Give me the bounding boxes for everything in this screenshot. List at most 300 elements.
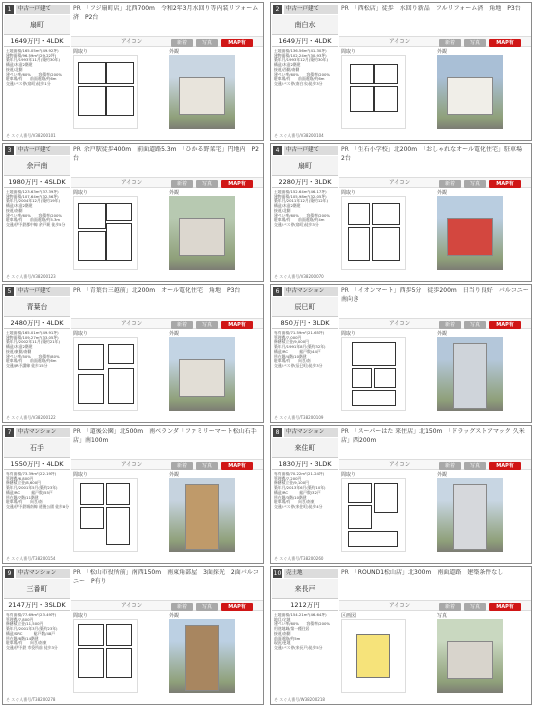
reference-number: そ スぐ人番号/V38200123 (6, 274, 56, 279)
reference-number: そ スぐ人番号/T38200154 (6, 556, 56, 561)
price-layout: 1830万円・3LDK (272, 459, 338, 470)
new-badge[interactable]: 新着 (439, 321, 461, 329)
price-layout: 1980万円・4SLDK (4, 177, 70, 188)
room-block (374, 64, 398, 84)
listing-card[interactable] (2, 284, 264, 423)
map-button[interactable]: MAP有 (489, 39, 521, 47)
property-type: 中古マンション (284, 428, 338, 437)
spec-line: 駐車場/有 前面道路/約4m (274, 217, 325, 223)
pr-text (73, 146, 263, 176)
exterior-label: 外観 (169, 613, 180, 619)
exterior-photo[interactable] (169, 196, 235, 270)
floorplan-image[interactable] (341, 337, 406, 411)
exterior-label: 外観 (169, 331, 180, 337)
building-shape (447, 641, 493, 679)
building-shape (185, 625, 219, 691)
property-type: 中古マンション (16, 428, 70, 437)
icon-label: アイコン (389, 462, 411, 468)
spec-line: 所在階/8階/14階建 (6, 635, 39, 641)
listing-card[interactable] (270, 143, 532, 282)
building-shape (447, 77, 493, 115)
spec-line: 交通/バス停(来住町)徒歩4分 (274, 503, 323, 509)
spec-list (274, 190, 338, 228)
icon-bar (71, 36, 264, 47)
reference-number: そ スぐ人番号/W38200218 (274, 697, 325, 702)
floorplan-label: 間取り (73, 331, 89, 337)
room-block (374, 368, 396, 388)
pr-label: PR (73, 428, 81, 435)
icon-bar (71, 600, 264, 611)
listing-number: 10 (273, 570, 282, 577)
spec-line: 所在階/7階/11階建 (6, 494, 39, 500)
listing-card[interactable] (2, 425, 264, 564)
spec-line: 築年月/2002年11月(築約21年) (6, 339, 60, 345)
area-name: 南白水 (272, 15, 338, 35)
listing-number: 7 (5, 428, 14, 437)
pr-text (73, 5, 263, 35)
reference-number: そ スぐ人番号/V38200070 (274, 274, 324, 279)
map-button[interactable]: MAP有 (221, 39, 253, 47)
floorplan-image[interactable] (341, 478, 406, 552)
exterior-photo[interactable] (169, 55, 235, 129)
listing-number: 1 (5, 5, 14, 14)
spec-line: 建物面積/102.24m²(30.93坪) (274, 52, 327, 58)
spec-line: 駐車場/有 前面道路/約6m (6, 76, 57, 82)
spec-line: 構造/木造2階建 (6, 203, 33, 209)
property-type: 中古マンション (16, 569, 70, 578)
floorplan-label: 間取り (341, 472, 357, 478)
room-block (106, 624, 132, 646)
listing-card[interactable] (270, 425, 532, 564)
building-shape (179, 77, 225, 115)
property-type: 中古マンション (284, 287, 338, 296)
listing-number: 2 (273, 5, 282, 14)
spec-line: 交通/伊予鉄郡中線 余戸駅 徒歩5分 (6, 221, 66, 227)
spec-line: 駐車場/有 向き/南東 (274, 499, 315, 505)
listing-card[interactable] (270, 284, 532, 423)
new-badge[interactable]: 新着 (439, 603, 461, 611)
price-layout: 850万円・3LDK (272, 318, 338, 329)
spec-line: 接道/南側 (6, 207, 23, 213)
room-block (80, 507, 104, 529)
spec-line: 建ぺい率/60% 容積率/200% (274, 621, 331, 627)
spec-line: 専有面積/71.59m²(21.65坪) (274, 331, 325, 335)
map-button[interactable]: MAP有 (489, 321, 521, 329)
pr-label: PR (73, 287, 81, 294)
spec-line: 交通/バス停(辰巳町)徒歩3分 (274, 362, 323, 368)
spec-line: 専有面積/77.69m²(23.49坪) (6, 613, 57, 617)
area-name: 青葉台 (4, 297, 70, 317)
pr-text (341, 287, 531, 317)
pr-label: PR (341, 287, 349, 294)
pr-description: 余戸駅徒歩400m 前面道路5.3m 「ひかる野菜宅」円地内 P2台 (73, 146, 259, 162)
new-badge[interactable]: 新着 (439, 462, 461, 470)
map-button[interactable]: MAP有 (489, 180, 521, 188)
pr-description: 「イオンマート」西歩5分 徒歩200m 日当り良好 バルコニー南向き (341, 287, 529, 303)
spec-line: 土地面積/136.56m²(41.30坪) (274, 49, 327, 53)
area-name: 扇町 (4, 15, 70, 35)
room-block (352, 390, 396, 406)
spec-line: 交通/バス停(扇町)徒歩1分 (6, 80, 51, 86)
spec-line: 構造/木造2階建 (6, 62, 33, 68)
pr-description: 「青葉台三越前」北200m オール電化住宅 角地 P3台 (83, 287, 241, 294)
spec-line: 専有面積/73.39m²(22.19坪) (6, 472, 57, 476)
pr-label: PR (341, 5, 349, 12)
spec-line: 所在階/4階/10階建 (274, 353, 307, 359)
area-name: 石手 (4, 438, 70, 458)
spec-line: 築年月/2004年12月(築約19年) (6, 198, 60, 204)
spec-line: 修繕積立金/11,500円 (6, 621, 44, 627)
building-shape (447, 218, 493, 256)
reference-number: そ スぐ人番号/V38200122 (6, 415, 56, 420)
spec-line: 交通/JR予讃線 徒歩15分 (6, 362, 48, 368)
room-block (348, 531, 398, 547)
spec-line: 築年月/1993年12月(築約30年) (274, 57, 328, 63)
spec-line: 土地面積/154.21m²(46.64坪) (274, 613, 327, 617)
map-button[interactable]: MAP有 (221, 321, 253, 329)
spec-line: 接道/北側 (6, 66, 23, 72)
floorplan-label: 間取り (73, 472, 89, 478)
pr-text (341, 146, 531, 176)
building-shape (453, 484, 487, 550)
icon-label: アイコン (121, 39, 143, 45)
exterior-photo[interactable] (169, 478, 235, 552)
room-block (108, 344, 134, 364)
room-block (106, 483, 130, 505)
spec-line: 地目/宅地 (274, 616, 291, 622)
spec-line: 修繕積立金/9,100円 (274, 480, 309, 486)
listing-card[interactable] (2, 566, 264, 705)
area-name: 辰巳町 (272, 297, 338, 317)
exterior-label: 外観 (437, 331, 448, 337)
room-block (356, 634, 390, 678)
spec-line: 構造/SRC 総戸数/48戸 (6, 630, 56, 636)
spec-line: 建ぺい率/50% 容積率/80% (6, 353, 60, 359)
property-type: 中古一戸建て (284, 146, 338, 155)
icon-bar (339, 318, 532, 329)
pr-description: 「松山市役所前」南西150m 南東角部屋 3面採光 2面バルコニー P有り (73, 569, 259, 585)
floorplan-label: 間取り (73, 190, 89, 196)
spec-line: 管理費/7,200円 (274, 475, 302, 481)
pr-description: 「道後公園」北500m 南ベランダ「ファミリーマート松山石手店」南100m (73, 428, 257, 444)
floorplan-label: 間取り (73, 613, 89, 619)
new-badge[interactable]: 新着 (171, 180, 193, 188)
room-block (78, 86, 106, 116)
listing-card[interactable] (270, 566, 532, 705)
new-badge[interactable]: 新着 (439, 180, 461, 188)
pr-text (73, 569, 263, 599)
spec-line: 土地面積/152.64m²(46.17坪) (274, 190, 327, 194)
pr-label: PR (341, 569, 349, 576)
exterior-label: 外観 (169, 49, 180, 55)
pr-text (73, 428, 263, 458)
room-block (106, 223, 132, 261)
spec-list (274, 331, 338, 369)
spec-line: 建ぺい率/60% 容積率/200% (274, 71, 331, 77)
spec-line: 建ぺい率/60% 容積率/200% (274, 212, 331, 218)
spec-line: 管理費/7,000円 (274, 334, 302, 340)
photo-badge[interactable]: 写真 (464, 39, 486, 47)
room-block (372, 227, 400, 261)
spec-line: 構造/木造2階建 (274, 62, 301, 68)
exterior-photo[interactable] (437, 619, 503, 693)
icon-label: アイコン (121, 180, 143, 186)
floorplan-label: 間取り (341, 331, 357, 337)
exterior-photo[interactable] (437, 478, 503, 552)
spec-line: 土地面積/123.63m²(37.39坪) (6, 190, 59, 194)
spec-line: 前面道路/約5m (274, 635, 301, 641)
new-badge[interactable]: 新着 (171, 321, 193, 329)
room-block (106, 62, 134, 84)
icon-label: アイコン (389, 321, 411, 327)
listing-number: 5 (5, 287, 14, 296)
room-block (372, 203, 400, 225)
exterior-label: 外観 (169, 190, 180, 196)
area-name: 三番町 (4, 579, 70, 599)
area-name: 扇町 (272, 156, 338, 176)
spec-line: 駐車場/有 前面道路/約6m (6, 358, 57, 364)
map-button[interactable]: MAP有 (489, 462, 521, 470)
new-badge[interactable]: 新着 (171, 39, 193, 47)
spec-line: 接道/北側 (274, 207, 291, 213)
property-type: 中古一戸建て (16, 146, 70, 155)
photo-badge[interactable]: 写真 (196, 180, 218, 188)
area-name: 来長戸 (272, 579, 338, 599)
spec-list (274, 613, 338, 651)
reference-number: そ スぐ人番号/T38200260 (274, 556, 324, 561)
icon-bar (339, 459, 532, 470)
room-block (106, 648, 132, 678)
floorplan-label: 間取り (73, 49, 89, 55)
spec-line: 修繕積立金/9,000円 (274, 339, 309, 345)
floorplan-image[interactable] (73, 337, 138, 411)
spec-line: 管理費/7,800円 (6, 616, 34, 622)
price-layout: 1649万円・4LDK (272, 36, 338, 47)
listing-card[interactable] (2, 143, 264, 282)
spec-list (6, 613, 70, 651)
spec-list (274, 472, 338, 510)
exterior-label: 外観 (437, 49, 448, 55)
listing-card[interactable] (270, 2, 532, 141)
icon-label: アイコン (389, 39, 411, 45)
photo-badge[interactable]: 写真 (196, 321, 218, 329)
pr-description: 「生石小学校」北200m 「おしゃれなオール電化住宅」駐車場 2台 (341, 146, 528, 162)
icon-bar (339, 600, 532, 611)
room-block (106, 203, 132, 221)
spec-line: 交通/伊予鉄城南線 道後公園 徒歩8分 (6, 503, 70, 509)
listing-number: 8 (273, 428, 282, 437)
icon-bar (71, 177, 264, 188)
building-shape (179, 359, 225, 397)
floorplan-image[interactable] (73, 478, 138, 552)
room-block (78, 203, 106, 229)
spec-line: 建物面積/107.64m²(32.56坪) (6, 193, 59, 199)
spec-line: 駐車場/有 向き/南 (6, 499, 43, 505)
spec-line: 駐車場/有 前面道路/約6m (274, 76, 325, 82)
spec-line: 交通/バス停(来長戸)徒歩5分 (274, 644, 323, 650)
spec-line: 築年月/2011年12月(築約12年) (274, 198, 328, 204)
floorplan-image[interactable] (341, 619, 406, 693)
map-button[interactable]: MAP有 (221, 180, 253, 188)
spec-line: 土地面積/165.01m²(49.91坪) (6, 331, 59, 335)
spec-line: 築年月/2001年3月(築約23年) (6, 626, 58, 632)
room-block (78, 648, 104, 678)
spec-line: 用途地域/第一種住居 (274, 626, 310, 632)
property-type: 中古一戸建て (16, 287, 70, 296)
spec-line: 建物面積/109.27m²(33.05坪) (6, 334, 59, 340)
spec-line: 構造/RC 総戸数/32戸 (274, 489, 321, 495)
price-layout: 1550万円・4LDK (4, 459, 70, 470)
spec-line: 築年月/1991年8月(築約32年) (274, 344, 326, 350)
listing-number: 4 (273, 146, 282, 155)
property-type: 中古一戸建て (16, 5, 70, 14)
spec-list (274, 49, 338, 87)
exterior-photo[interactable] (437, 55, 503, 129)
icon-label: アイコン (121, 603, 143, 609)
spec-line: 土地面積/165.05m²(49.92坪) (6, 49, 59, 53)
photo-badge[interactable]: 写真 (464, 180, 486, 188)
icon-label: アイコン (121, 321, 143, 327)
reference-number: そ スぐ人番号/V38200101 (6, 133, 56, 138)
listing-grid (2, 2, 532, 705)
room-block (80, 483, 104, 505)
map-button[interactable]: MAP有 (221, 462, 253, 470)
listing-card[interactable] (2, 2, 264, 141)
spec-line: 建物面積/96.59m²(29.22坪) (6, 52, 57, 58)
room-block (352, 368, 372, 388)
spec-line: 構造/RC 総戸数/44戸 (274, 348, 321, 354)
icon-label: アイコン (389, 603, 411, 609)
floorplan-image[interactable] (73, 196, 138, 270)
map-button[interactable]: MAP有 (489, 603, 521, 611)
room-block (78, 62, 106, 84)
room-block (374, 483, 398, 513)
exterior-label: 外観 (437, 190, 448, 196)
room-block (348, 227, 370, 261)
exterior-label: 外観 (437, 472, 448, 478)
room-block (78, 344, 104, 370)
exterior-label: 外観 (169, 472, 180, 478)
spec-line: 構造/RC 総戸数/55戸 (6, 489, 53, 495)
floorplan-image[interactable] (341, 55, 406, 129)
building-shape (185, 484, 219, 550)
room-block (348, 483, 372, 503)
exterior-photo[interactable] (169, 337, 235, 411)
pr-description: 「フジ扇町店」北西700m 令和2年3月水回り等内装リフォーム済 P2台 (73, 5, 259, 21)
floorplan-label: 区画図 (341, 613, 357, 619)
pr-label: PR (341, 146, 349, 153)
spec-line: 駐車場/有 前面道路/約5.3m (6, 217, 61, 223)
photo-badge[interactable]: 写真 (464, 321, 486, 329)
room-block (348, 505, 372, 529)
reference-number: そ スぐ人番号/T38200278 (6, 697, 56, 702)
pr-text (73, 287, 263, 317)
building-shape (453, 343, 487, 409)
map-button[interactable]: MAP有 (221, 603, 253, 611)
room-block (350, 64, 374, 84)
spec-list (6, 49, 70, 87)
spec-line: 築年月/2001年5月(築約23年) (6, 485, 58, 491)
price-layout: 2480万円・4LDK (4, 318, 70, 329)
spec-list (6, 190, 70, 228)
listing-number: 9 (5, 569, 14, 578)
photo-badge[interactable]: 写真 (464, 462, 486, 470)
floorplan-image[interactable] (73, 619, 138, 693)
spec-line: 所在階/3階/10階建 (274, 494, 307, 500)
price-layout: 1212万円 (272, 600, 338, 611)
spec-line: 接道/東側/南側 (6, 348, 32, 354)
listing-number: 3 (5, 146, 14, 155)
icon-bar (339, 36, 532, 47)
property-type: 中古一戸建て (284, 5, 338, 14)
listing-number: 6 (273, 287, 282, 296)
room-block (78, 624, 104, 646)
area-name: 来住町 (272, 438, 338, 458)
spec-line: 接道/西側/南側 (274, 66, 300, 72)
photo-badge[interactable]: 写真 (196, 39, 218, 47)
room-block (78, 231, 106, 261)
icon-bar (71, 459, 264, 470)
pr-label: PR (73, 569, 81, 576)
spec-line: 構造/木造2階建 (274, 203, 301, 209)
property-type: 売土地 (284, 569, 338, 578)
spec-line: 交通/伊予鉄 市役所前 徒歩3分 (6, 644, 58, 650)
photo-badge[interactable]: 写真 (464, 603, 486, 611)
photo-badge[interactable]: 写真 (196, 603, 218, 611)
floorplan-label: 間取り (341, 190, 357, 196)
room-block (348, 203, 370, 225)
spec-line: 建ぺい率/60% 容積率/200% (6, 71, 63, 77)
spec-line: 駐車場/有 向き/南 (274, 358, 311, 364)
pr-label: PR (73, 5, 81, 12)
new-badge[interactable]: 新着 (439, 39, 461, 47)
new-badge[interactable]: 新着 (171, 603, 193, 611)
area-name: 余戸南 (4, 156, 70, 176)
spec-line: 構造/木造2階建 (6, 344, 33, 350)
new-badge[interactable]: 新着 (171, 462, 193, 470)
building-shape (179, 218, 225, 256)
spec-line: 駐車場/有 向き/南東 (6, 640, 47, 646)
floorplan-image[interactable] (341, 196, 406, 270)
spec-line: 築年月/1993年11月(築約30年) (6, 57, 60, 63)
spec-line: 交通/バス停(扇町)徒歩3分 (274, 221, 319, 227)
spec-line: 修繕積立金/8,600円 (6, 480, 41, 486)
pr-description: 「ROUND1松山店」北300m 南面道路 建築条件なし (351, 569, 504, 576)
exterior-photo[interactable] (437, 196, 503, 270)
exterior-photo[interactable] (169, 619, 235, 693)
icon-label: アイコン (389, 180, 411, 186)
photo-badge[interactable]: 写真 (196, 462, 218, 470)
room-block (350, 86, 374, 112)
reference-number: そ スぐ人番号/T38200109 (274, 415, 324, 420)
price-layout: 2147万円・3SLDK (4, 600, 70, 611)
pr-text (341, 569, 531, 599)
spec-line: 管理費/6,800円 (6, 475, 34, 481)
spec-line: 専有面積/70.22m²(21.24坪) (274, 472, 325, 476)
spec-line: 交通/バス停(南白水)徒歩3分 (274, 80, 323, 86)
room-block (106, 86, 134, 116)
floorplan-image[interactable] (73, 55, 138, 129)
room-block (106, 507, 130, 545)
room-block (78, 374, 104, 404)
icon-bar (71, 318, 264, 329)
exterior-label: 写真 (437, 613, 448, 619)
floorplan-label: 間取り (341, 49, 357, 55)
pr-text (341, 428, 531, 458)
spec-line: 建ぺい率/60% 容積率/200% (6, 212, 63, 218)
room-block (352, 342, 396, 366)
exterior-photo[interactable] (437, 337, 503, 411)
